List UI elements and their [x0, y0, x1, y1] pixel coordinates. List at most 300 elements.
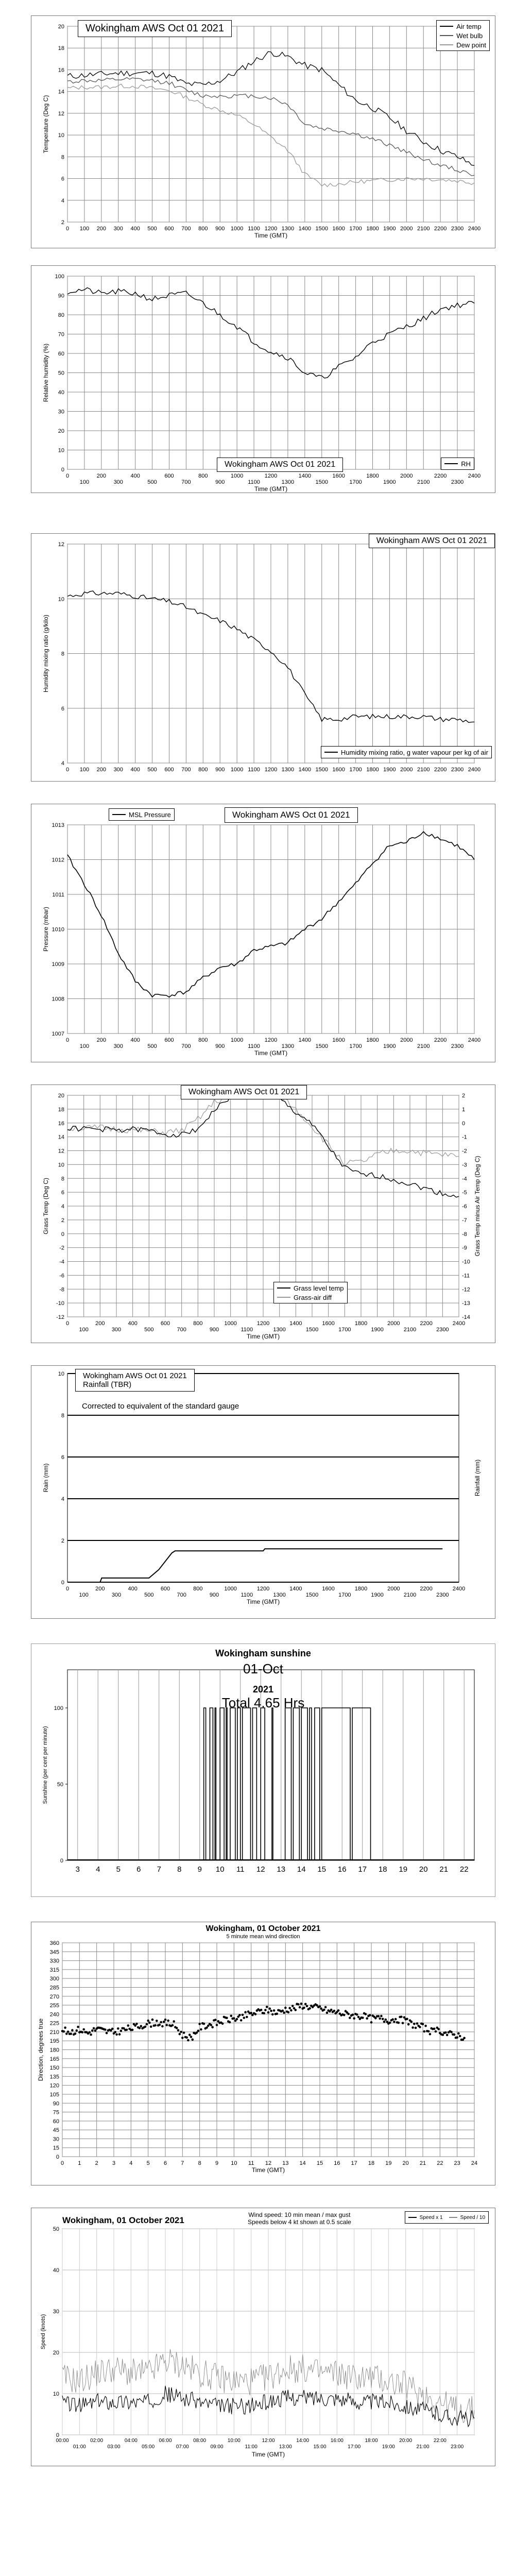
wind-direction-point — [337, 2009, 340, 2012]
mixing-ratio-chart — [31, 534, 495, 781]
y2-tick-label: -10 — [462, 1259, 470, 1265]
wind-direction-point — [463, 2037, 466, 2040]
y-tick-label: -10 — [56, 1300, 64, 1307]
wind-direction-point — [111, 2028, 114, 2030]
wind-direction-point — [320, 2007, 323, 2010]
wind-direction-point — [291, 2005, 294, 2007]
wind-direction-point — [457, 2032, 460, 2035]
x-tick-label: 800 — [198, 473, 208, 479]
wind-direction-point — [173, 2020, 175, 2023]
legend-mixing-ratio: Humidity mixing ratio, g water vapour per kg of air — [340, 748, 488, 756]
wind-direction-point — [297, 2003, 300, 2006]
wind-direction-point — [74, 2032, 77, 2035]
rh-chart-title: Wokingham AWS Oct 01 2021 — [217, 457, 343, 472]
wind-direction-point — [156, 2020, 158, 2022]
x-tick-label: 2100 — [417, 767, 430, 773]
y-tick-label: 30 — [53, 2136, 59, 2143]
y-tick-label: 10 — [53, 2391, 59, 2397]
wind-direction-point — [77, 2026, 79, 2028]
wind-direction-point — [385, 2019, 387, 2021]
y-tick-label: 75 — [53, 2109, 59, 2116]
y2-tick-label: -4 — [462, 1176, 467, 1182]
x-tick-label: 1600 — [332, 767, 345, 773]
y-tick-label: 2 — [61, 219, 64, 226]
y-tick-label: 2 — [61, 1538, 64, 1544]
wind-direction-point — [300, 2003, 303, 2005]
x-tick-label: 1300 — [281, 226, 295, 232]
grass-legend — [273, 1282, 348, 1303]
x-tick-label: 1100 — [248, 479, 260, 485]
y-axis-label: Relative humidity (%) — [42, 343, 49, 402]
pressure-chart-panel — [31, 804, 495, 1062]
grass-chart-panel — [31, 1084, 495, 1343]
wind-direction-point — [349, 2016, 351, 2019]
x-tick-label: 300 — [113, 767, 123, 773]
wind-direction-point — [93, 2027, 95, 2030]
x-tick-label: 9 — [197, 1865, 202, 1874]
x-tick-label: 1900 — [383, 226, 396, 232]
wind-direction-point — [120, 2030, 123, 2032]
x-tick-label: 2400 — [468, 1037, 481, 1043]
wind-direction-chart — [31, 1922, 495, 2185]
rh-legend — [441, 457, 474, 470]
wind-direction-point — [151, 2019, 154, 2021]
y-tick-label: -4 — [59, 1259, 64, 1265]
wind-direction-point — [181, 2037, 184, 2039]
y-tick-label: 12 — [58, 1148, 64, 1155]
x-tick-label: 8 — [177, 1865, 182, 1874]
x-tick-label: 600 — [160, 1586, 170, 1592]
y-tick-label: 6 — [61, 176, 64, 182]
wind-direction-point — [353, 2017, 355, 2020]
y-tick-label: 8 — [61, 154, 64, 161]
rain-chart-panel — [31, 1365, 495, 1619]
x-tick-label: 900 — [215, 1043, 225, 1049]
x-tick-label: 04:00 — [124, 2438, 138, 2444]
wind-direction-point — [144, 2026, 147, 2028]
y-tick-label: 105 — [49, 2091, 59, 2098]
y-tick-label: 40 — [53, 2267, 59, 2274]
y2-tick-label: -3 — [462, 1162, 467, 1168]
x-tick-label: 2000 — [400, 767, 413, 773]
wind-speed-chart — [31, 2208, 495, 2466]
sunshine-year: 2021 — [252, 1684, 274, 1694]
x-tick-label: 4 — [96, 1865, 100, 1874]
wind-direction-point — [211, 2026, 214, 2029]
x-tick-label: 1600 — [332, 473, 345, 479]
wind-direction-point — [283, 2011, 285, 2014]
x-tick-label: 900 — [215, 767, 225, 773]
x-tick-label: 12 — [265, 2160, 272, 2166]
wind-direction-point — [230, 2015, 233, 2018]
x-tick-label: 7 — [181, 2160, 184, 2166]
y-tick-label: 345 — [49, 1949, 59, 1956]
y-tick-label: -6 — [59, 1273, 64, 1279]
x-tick-label: 24 — [471, 2160, 478, 2166]
y-axis-label: Rain (mm) — [42, 1463, 49, 1493]
wind-direction-point — [183, 2031, 185, 2034]
y-tick-label: 0 — [56, 2432, 59, 2438]
wind-direction-point — [70, 2032, 72, 2035]
x-tick-label: 6 — [163, 2160, 167, 2166]
x-tick-label: 1000 — [230, 473, 244, 479]
x-tick-label: 1800 — [366, 473, 379, 479]
y-tick-label: 285 — [49, 1985, 59, 1991]
wind-direction-point — [192, 2039, 194, 2041]
y-tick-label: 16 — [58, 1120, 64, 1127]
wind-direction-point — [357, 2016, 360, 2019]
x-tick-label: 11:00 — [245, 2444, 258, 2450]
x-tick-label: 2000 — [387, 1586, 400, 1592]
x-tick-label: 14:00 — [296, 2438, 310, 2444]
wind-direction-point — [90, 2033, 92, 2036]
wind-direction-point — [423, 2030, 426, 2033]
x-tick-label: 1200 — [256, 1586, 270, 1592]
x-tick-label: 2000 — [387, 1320, 400, 1327]
x-tick-label: 5 — [146, 2160, 150, 2166]
y-tick-label: 0 — [61, 467, 64, 473]
x-tick-label: 2300 — [451, 767, 464, 773]
y-tick-label: 8 — [61, 1413, 64, 1419]
wind-direction-point — [393, 2021, 396, 2023]
x-tick-label: 1200 — [256, 1320, 270, 1327]
wind-direction-point — [246, 2016, 248, 2019]
x-tick-label: 900 — [215, 226, 225, 232]
y-tick-label: 1007 — [52, 1031, 64, 1037]
wind-direction-point — [266, 2006, 268, 2008]
y-tick-label: 30 — [53, 2309, 59, 2315]
wind-direction-point — [148, 2022, 151, 2024]
y-axis-label: Pressure (mbar) — [42, 907, 49, 952]
wind-direction-point — [126, 2029, 128, 2031]
x-axis-label: Time (GMT) — [254, 232, 288, 239]
x-tick-label: 2400 — [452, 1586, 466, 1592]
x-tick-label: 700 — [177, 1592, 186, 1598]
wind-direction-point — [188, 2033, 191, 2036]
wind-direction-point — [400, 2015, 403, 2018]
x-tick-label: 2 — [95, 2160, 98, 2166]
y-tick-label: 1013 — [52, 822, 64, 828]
wind-direction-point — [106, 2032, 108, 2035]
y-tick-label: 100 — [54, 1705, 63, 1711]
mixing-ratio-legend — [321, 746, 492, 758]
x-tick-label: 1400 — [298, 1037, 312, 1043]
y2-tick-label: -2 — [462, 1148, 467, 1155]
wind-direction-point — [171, 2024, 174, 2027]
x-tick-label: 400 — [128, 1586, 138, 1592]
wind-direction-point — [410, 2021, 413, 2023]
x-tick-label: 1300 — [273, 1592, 286, 1598]
x-tick-label: 1100 — [241, 1327, 253, 1333]
wind-direction-point — [369, 2014, 371, 2016]
x-tick-label: 100 — [79, 226, 90, 232]
wind-direction-point — [180, 2031, 182, 2033]
x-tick-label: 0 — [65, 1320, 70, 1327]
wind-direction-point — [306, 2005, 308, 2008]
x-tick-label: 2300 — [436, 1592, 449, 1598]
wind-direction-point — [413, 2023, 416, 2025]
wind-direction-point — [176, 2027, 178, 2029]
temperature-chart — [31, 16, 495, 248]
x-tick-label: 600 — [164, 226, 174, 232]
wind-direction-point — [287, 2011, 290, 2014]
wind-direction-point — [63, 2030, 65, 2033]
x-axis-label: Time (GMT) — [251, 2451, 285, 2458]
wind-direction-point — [81, 2031, 84, 2033]
grass-chart — [31, 1085, 495, 1343]
rain-chart-subtitle: Rainfall (TBR) — [83, 1380, 132, 1389]
wind-direction-point — [402, 2022, 404, 2025]
y-tick-label: 0 — [61, 1580, 64, 1586]
wind-direction-point — [242, 2014, 244, 2016]
x-tick-label: 1800 — [354, 1586, 368, 1592]
x-tick-label: 13 — [277, 1865, 286, 1874]
x-tick-label: 300 — [113, 1043, 123, 1049]
legend-wet-bulb: Wet bulb — [456, 31, 483, 40]
wind-direction-point — [282, 2010, 284, 2012]
wind-direction-point — [453, 2033, 456, 2036]
x-tick-label: 08:00 — [193, 2438, 207, 2444]
wind-direction-point — [161, 2025, 164, 2028]
x-tick-label: 200 — [96, 473, 107, 479]
wind-direction-point — [270, 2010, 272, 2012]
speed-x1-swatch — [408, 2217, 417, 2218]
y-tick-label: 80 — [58, 312, 64, 318]
wind-direction-point — [437, 2028, 440, 2030]
y-tick-label: 8 — [61, 651, 64, 657]
x-tick-label: 700 — [181, 226, 191, 232]
wind-direction-point — [380, 2015, 383, 2018]
y2-axis-label: Rainfall (mm) — [474, 1459, 481, 1497]
grass-chart-title: Wokingham AWS Oct 01 2021 — [181, 1085, 307, 1099]
y-tick-label: 70 — [58, 331, 64, 338]
x-tick-label: 900 — [209, 1327, 219, 1333]
y-tick-label: 1011 — [52, 892, 64, 898]
wind-direction-point — [236, 2018, 238, 2021]
x-tick-label: 21 — [439, 1865, 449, 1874]
y-tick-label: 270 — [49, 1993, 59, 2000]
x-tick-label: 1000 — [230, 767, 244, 773]
x-tick-label: 1200 — [264, 1037, 278, 1043]
y-tick-label: 120 — [49, 2082, 59, 2089]
x-tick-label: 11 — [236, 1865, 245, 1874]
x-tick-label: 2000 — [400, 473, 413, 479]
y-tick-label: 2 — [61, 1217, 64, 1224]
x-tick-label: 12 — [256, 1865, 265, 1874]
x-axis-label: Time (GMT) — [254, 485, 288, 493]
x-tick-label: 16 — [337, 1865, 347, 1874]
wind-direction-point — [177, 2029, 180, 2032]
wind-direction-point — [403, 2016, 406, 2019]
wind-direction-point — [389, 2022, 391, 2024]
wind-direction-point — [244, 2011, 247, 2013]
x-tick-label: 1400 — [289, 1320, 302, 1327]
x-tick-label: 700 — [181, 767, 191, 773]
y-tick-label: 360 — [49, 1940, 59, 1946]
x-tick-label: 16 — [334, 2160, 340, 2166]
wind-direction-point — [433, 2028, 436, 2030]
wind-direction-point — [233, 2017, 235, 2020]
x-tick-label: 1600 — [332, 226, 345, 232]
wind-direction-point — [150, 2025, 152, 2028]
wind-direction-point — [187, 2039, 190, 2042]
x-tick-label: 500 — [147, 479, 157, 485]
y2-tick-label: -1 — [462, 1134, 467, 1141]
mixing-ratio-swatch — [324, 752, 338, 753]
x-tick-label: 15 — [316, 2160, 323, 2166]
wet-bulb-swatch — [440, 35, 453, 36]
y-tick-label: 4 — [61, 1204, 64, 1210]
x-axis-label: Time (GMT) — [254, 1049, 288, 1057]
x-tick-label: 0 — [60, 2160, 64, 2166]
x-tick-label: 200 — [96, 1037, 107, 1043]
temperature-chart-panel — [31, 15, 495, 248]
x-tick-label: 200 — [95, 1586, 105, 1592]
wind-direction-point — [118, 2033, 121, 2036]
x-tick-label: 1400 — [298, 226, 312, 232]
x-tick-label: 07:00 — [176, 2444, 189, 2450]
x-tick-label: 100 — [79, 1327, 89, 1333]
y2-tick-label: -14 — [462, 1314, 470, 1320]
x-tick-label: 1400 — [298, 473, 312, 479]
wind-direction-point — [190, 2036, 193, 2038]
x-tick-label: 1600 — [322, 1320, 335, 1327]
x-tick-label: 500 — [144, 1327, 154, 1333]
x-tick-label: 2200 — [420, 1320, 433, 1327]
x-tick-label: 400 — [130, 767, 140, 773]
y-tick-label: 225 — [49, 2020, 59, 2027]
wind-direction-chart-panel — [31, 1922, 495, 2185]
x-axis-label: Time (GMT) — [246, 1333, 280, 1340]
x-tick-label: 1700 — [349, 1043, 362, 1049]
x-tick-label: 12:00 — [262, 2438, 275, 2444]
wind-direction-point — [416, 2022, 419, 2025]
x-tick-label: 4 — [129, 2160, 133, 2166]
x-tick-label: 1300 — [281, 767, 295, 773]
y-tick-label: 315 — [49, 1967, 59, 1973]
wind-direction-point — [163, 2021, 165, 2023]
y-tick-label: 20 — [58, 24, 64, 30]
x-tick-label: 23:00 — [451, 2444, 464, 2450]
rain-annotation: Corrected to equivalent of the standard gauge — [80, 1402, 241, 1411]
x-tick-label: 18 — [368, 2160, 375, 2166]
x-tick-label: 1800 — [366, 1037, 379, 1043]
wind-direction-point — [333, 2010, 336, 2012]
wind-direction-point — [197, 2030, 200, 2032]
x-tick-label: 1000 — [224, 1586, 237, 1592]
x-tick-label: 1900 — [383, 767, 396, 773]
y-tick-label: 6 — [61, 705, 64, 712]
wind-direction-point — [419, 2026, 421, 2028]
x-tick-label: 3 — [112, 2160, 116, 2166]
wind-direction-point — [446, 2034, 449, 2037]
wind-direction-point — [64, 2026, 66, 2029]
x-tick-label: 13 — [282, 2160, 289, 2166]
wind-direction-point — [347, 2013, 350, 2015]
x-tick-label: 17:00 — [348, 2444, 361, 2450]
wind-direction-point — [456, 2036, 458, 2039]
x-tick-label: 2000 — [400, 1037, 413, 1043]
wind-direction-point — [164, 2019, 167, 2021]
wind-speed-subtitle: Wind speed: 10 min mean / max gust — [248, 2211, 351, 2218]
wind-direction-point — [127, 2024, 130, 2027]
y-axis-label: Grass Temp (Deg C) — [42, 1178, 49, 1234]
y-tick-label: 60 — [53, 2118, 59, 2125]
y-tick-label: 195 — [49, 2038, 59, 2045]
y-tick-label: 40 — [58, 389, 64, 396]
wind-direction-point — [326, 2011, 329, 2014]
y2-tick-label: -7 — [462, 1217, 467, 1224]
x-tick-label: 2100 — [403, 1592, 417, 1598]
wind-direction-subtitle: 5 minute mean wind direction — [226, 1934, 300, 1940]
wind-direction-point — [444, 2031, 447, 2034]
pressure-chart-title: Wokingham AWS Oct 01 2021 — [225, 807, 358, 823]
x-tick-label: 2300 — [451, 226, 464, 232]
x-tick-label: 600 — [164, 1037, 174, 1043]
y-axis-label: Humidity mixing ratio (g/kilo) — [42, 615, 49, 692]
x-tick-label: 20 — [419, 1865, 428, 1874]
x-tick-label: 400 — [130, 1037, 140, 1043]
wind-direction-point — [203, 2023, 205, 2025]
y-tick-label: 15 — [53, 2145, 59, 2151]
wind-direction-point — [366, 2017, 368, 2020]
x-tick-label: 1500 — [315, 767, 328, 773]
y-tick-label: 1009 — [52, 961, 64, 968]
x-tick-label: 1 — [78, 2160, 81, 2166]
x-tick-label: 600 — [164, 767, 174, 773]
x-tick-label: 1700 — [349, 767, 362, 773]
y-tick-label: 10 — [58, 596, 64, 603]
x-tick-label: 400 — [130, 473, 140, 479]
x-tick-label: 15:00 — [313, 2444, 327, 2450]
x-tick-label: 300 — [111, 1592, 122, 1598]
pressure-swatch — [112, 814, 126, 815]
y-tick-label: 330 — [49, 1958, 59, 1964]
y-tick-label: 0 — [56, 2154, 59, 2160]
x-tick-label: 700 — [177, 1327, 186, 1333]
y2-tick-label: 0 — [462, 1120, 466, 1127]
y-tick-label: 135 — [49, 2074, 59, 2080]
x-tick-label: 500 — [147, 226, 157, 232]
x-axis-label: Time (GMT) — [251, 2166, 285, 2174]
wind-direction-point — [140, 2025, 143, 2027]
x-tick-label: 1800 — [354, 1320, 368, 1327]
sunshine-total: Total 4.65 Hrs — [221, 1695, 305, 1710]
wind-direction-point — [65, 2032, 68, 2035]
y-tick-label: 10 — [58, 132, 64, 139]
wind-direction-point — [167, 2020, 169, 2022]
legend-air-temp: Air temp — [456, 22, 482, 30]
wind-direction-point — [424, 2025, 427, 2027]
x-tick-label: 1900 — [383, 1043, 396, 1049]
x-tick-label: 800 — [198, 226, 208, 232]
x-tick-label: 300 — [113, 479, 123, 485]
y-tick-label: 45 — [53, 2127, 59, 2134]
x-tick-label: 09:00 — [210, 2444, 224, 2450]
x-tick-label: 2100 — [417, 479, 430, 485]
x-tick-label: 200 — [96, 226, 107, 232]
x-tick-label: 2300 — [451, 479, 464, 485]
legend-speed-div10: Speed / 10 — [460, 2214, 485, 2221]
y-tick-label: 14 — [58, 89, 64, 95]
x-tick-label: 17 — [351, 2160, 357, 2166]
x-tick-label: 1200 — [264, 226, 278, 232]
y-tick-label: 210 — [49, 2029, 59, 2036]
x-tick-label: 100 — [79, 1043, 90, 1049]
wind-direction-point — [94, 2029, 97, 2032]
x-tick-label: 13:00 — [279, 2444, 292, 2450]
y2-tick-label: -12 — [462, 1286, 470, 1293]
